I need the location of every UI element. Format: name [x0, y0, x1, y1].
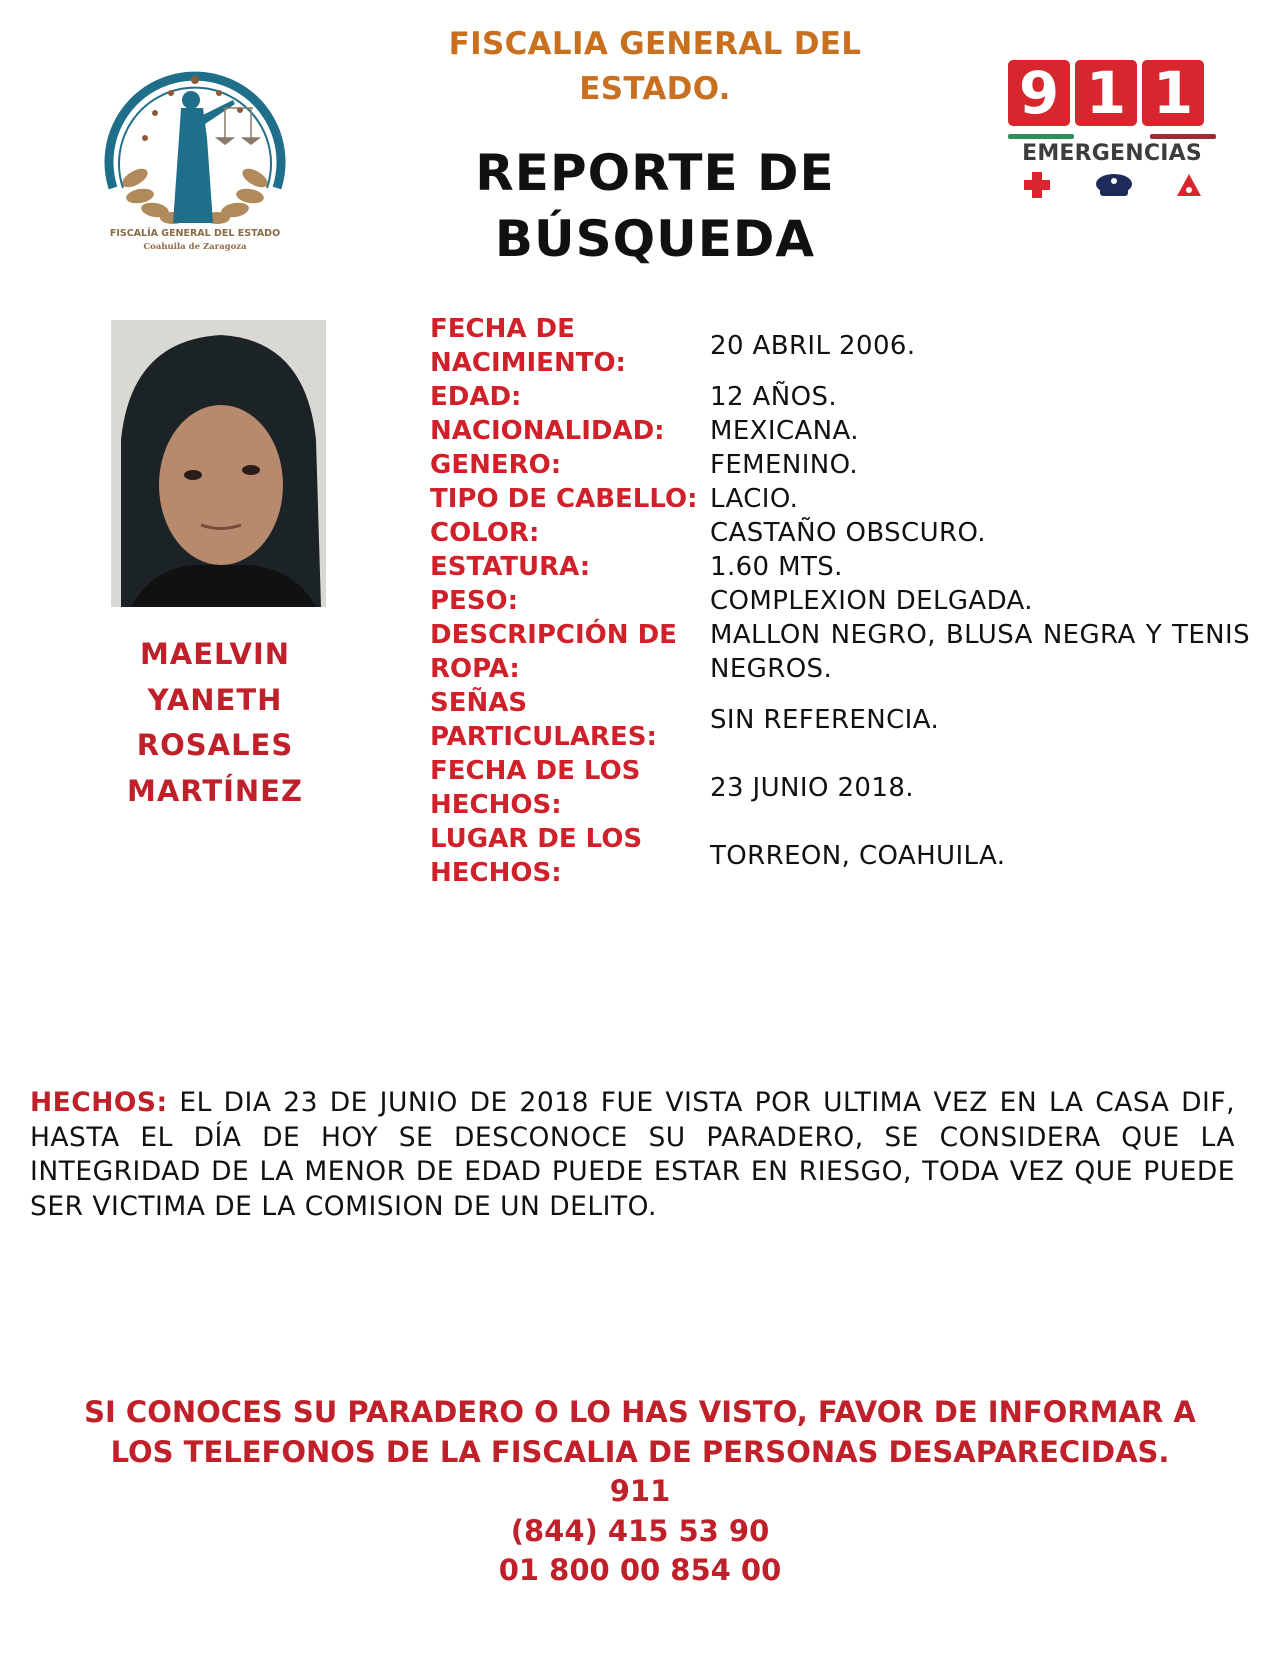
missing-person-photo: [111, 320, 326, 607]
field-edad: [430, 380, 1250, 414]
person-name: [100, 632, 330, 814]
field-value: COMPLEXION DELGADA.: [710, 586, 1033, 616]
red-stripe: [1150, 134, 1216, 139]
logo-caption-line1: FISCALÍA GENERAL DEL ESTADO: [109, 228, 281, 239]
field-label: EDAD:: [430, 382, 522, 412]
contact-section: [30, 1393, 1250, 1591]
field-label: PESO:: [430, 586, 519, 616]
portrait-image: [111, 320, 326, 607]
agency-title-line2: ESTADO.: [579, 71, 731, 107]
emergencias-label: EMERGENCIAS: [1022, 141, 1202, 166]
phone-911: 911: [609, 1474, 671, 1508]
field-value: 12 AÑOS.: [710, 382, 838, 412]
field-lugar-hechos: [430, 822, 1250, 890]
field-tipo-cabello: [430, 482, 1250, 516]
field-fecha-hechos: [430, 754, 1250, 822]
field-descripcion-ropa: [430, 618, 1250, 686]
field-label: LUGAR DE LOS HECHOS:: [430, 824, 643, 888]
field-genero: [430, 448, 1250, 482]
contact-line2: LOS TELEFONOS DE LA FISCALIA DE PERSONAS DESAPARECIDAS.: [110, 1434, 1170, 1469]
name-line: YANETH: [147, 682, 283, 717]
field-value: 23 JUNIO 2018.: [710, 773, 914, 803]
hechos-paragraph: [30, 1086, 1235, 1224]
field-senas-particulares: [430, 686, 1250, 754]
cross-icon: [1020, 170, 1054, 200]
page-title-line1: REPORTE DE: [475, 144, 835, 202]
justice-emblem-icon: [95, 38, 295, 228]
name-line: MAELVIN: [139, 637, 291, 671]
field-label: TIPO DE CABELLO:: [430, 484, 698, 514]
field-value: 1.60 MTS.: [710, 552, 843, 582]
field-label: NACIONALIDAD:: [430, 416, 665, 446]
field-label: COLOR:: [430, 518, 540, 548]
field-label: FECHA DE NACIMIENTO:: [430, 314, 626, 378]
green-stripe: [1008, 134, 1074, 139]
logo-caption-line2: Coahuila de Zaragoza: [143, 242, 247, 252]
field-peso: [430, 584, 1250, 618]
911-digits: [1008, 60, 1216, 126]
field-label: FECHA DE LOS HECHOS:: [430, 756, 641, 820]
name-line: ROSALES: [136, 728, 294, 762]
field-value: 20 ABRIL 2006.: [710, 331, 916, 361]
field-value: TORREON, COAHUILA.: [710, 841, 1006, 871]
agency-title-line1: FISCALIA GENERAL DEL: [448, 26, 862, 62]
field-value: FEMENINO.: [710, 450, 859, 480]
fire-icon: [1174, 170, 1204, 200]
field-label: ESTATURA:: [430, 552, 591, 582]
field-value: MEXICANA.: [710, 416, 859, 446]
field-label: SEÑAS PARTICULARES:: [430, 688, 657, 752]
page-title-line2: BÚSQUEDA: [494, 210, 816, 268]
phone-toll-free: 01 800 00 854 00: [498, 1553, 782, 1587]
agency-title: [390, 22, 920, 112]
emergencias-911-logo: [1008, 60, 1216, 220]
details-list: [430, 312, 1250, 890]
field-fecha-nacimiento: [430, 312, 1250, 380]
phone-local: (844) 415 53 90: [510, 1513, 770, 1548]
field-label: DESCRIPCIÓN DE ROPA:: [430, 620, 677, 684]
field-value: MALLON NEGRO, BLUSA NEGRA Y TENIS NEGROS.: [710, 620, 1250, 684]
contact-line1: SI CONOCES SU PARADERO O LO HAS VISTO, FAVOR DE INFORMAR A: [84, 1395, 1196, 1429]
field-color: [430, 516, 1250, 550]
field-value: LACIO.: [710, 484, 799, 514]
emergency-service-icons: [1008, 170, 1216, 200]
digit-9: 9: [1008, 60, 1070, 126]
field-estatura: [430, 550, 1250, 584]
police-cap-icon: [1094, 170, 1134, 200]
flag-stripes: [1008, 134, 1216, 139]
field-label: GENERO:: [430, 450, 562, 480]
hechos-label: HECHOS:: [30, 1087, 168, 1118]
digit-1: 1: [1075, 60, 1137, 126]
name-line: MARTÍNEZ: [126, 773, 303, 808]
fiscalia-logo: [95, 38, 295, 253]
hechos-text: EL DIA 23 DE JUNIO DE 2018 FUE VISTA POR ULTIMA VEZ EN LA CASA DIF, HASTA EL DÍA DE HOY SE DESCONOCE SU PARADERO, SE CONSIDERA QUE LA INTEGRIDAD DE LA MENOR DE EDAD PUEDE ESTAR EN RIESGO, TODA VEZ QUE PUEDE SER VICTIMA DE LA COMISION DE UN DELITO.: [30, 1087, 1235, 1222]
page-title: [390, 140, 920, 272]
field-value: SIN REFERENCIA.: [710, 705, 940, 735]
field-value: CASTAÑO OBSCURO.: [710, 518, 986, 548]
digit-1-second: 1: [1142, 60, 1204, 126]
field-nacionalidad: [430, 414, 1250, 448]
